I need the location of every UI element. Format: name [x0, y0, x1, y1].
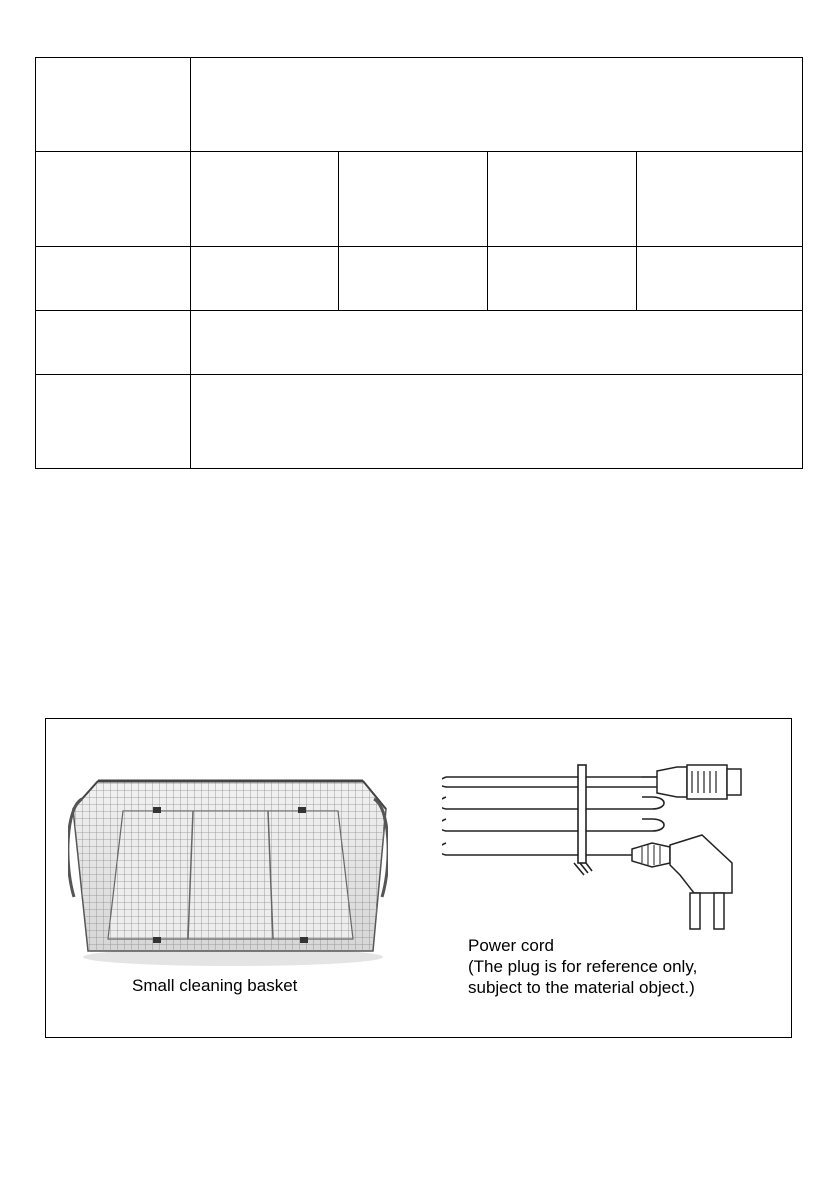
table-cell — [191, 375, 803, 469]
table-cell — [36, 152, 191, 247]
table-row — [36, 58, 803, 152]
table-row — [36, 311, 803, 375]
cord-caption-title: Power cord — [468, 936, 554, 955]
power-cord-caption — [468, 935, 697, 998]
table-cell — [637, 152, 803, 247]
table-cell — [191, 152, 339, 247]
table-cell — [488, 152, 637, 247]
table-cell — [191, 247, 339, 311]
table-cell — [339, 152, 488, 247]
table-cell — [488, 247, 637, 311]
cleaning-basket-illustration — [68, 769, 388, 969]
cord-caption-note-line1: (The plug is for reference only, — [468, 957, 698, 976]
table-cell — [339, 247, 488, 311]
table-cell — [36, 247, 191, 311]
table-cell — [637, 247, 803, 311]
table-cell — [191, 58, 803, 152]
table-cell — [36, 311, 191, 375]
accessories-figure — [45, 718, 792, 1038]
cord-caption-note-line2: subject to the material object.) — [468, 978, 695, 997]
table-cell — [36, 58, 191, 152]
table-cell — [36, 375, 191, 469]
basket-caption: Small cleaning basket — [132, 976, 298, 995]
power-cord-illustration — [442, 763, 762, 938]
spec-table — [35, 57, 803, 469]
table-row — [36, 247, 803, 311]
table-cell — [191, 311, 803, 375]
table-row — [36, 375, 803, 469]
table-row — [36, 152, 803, 247]
